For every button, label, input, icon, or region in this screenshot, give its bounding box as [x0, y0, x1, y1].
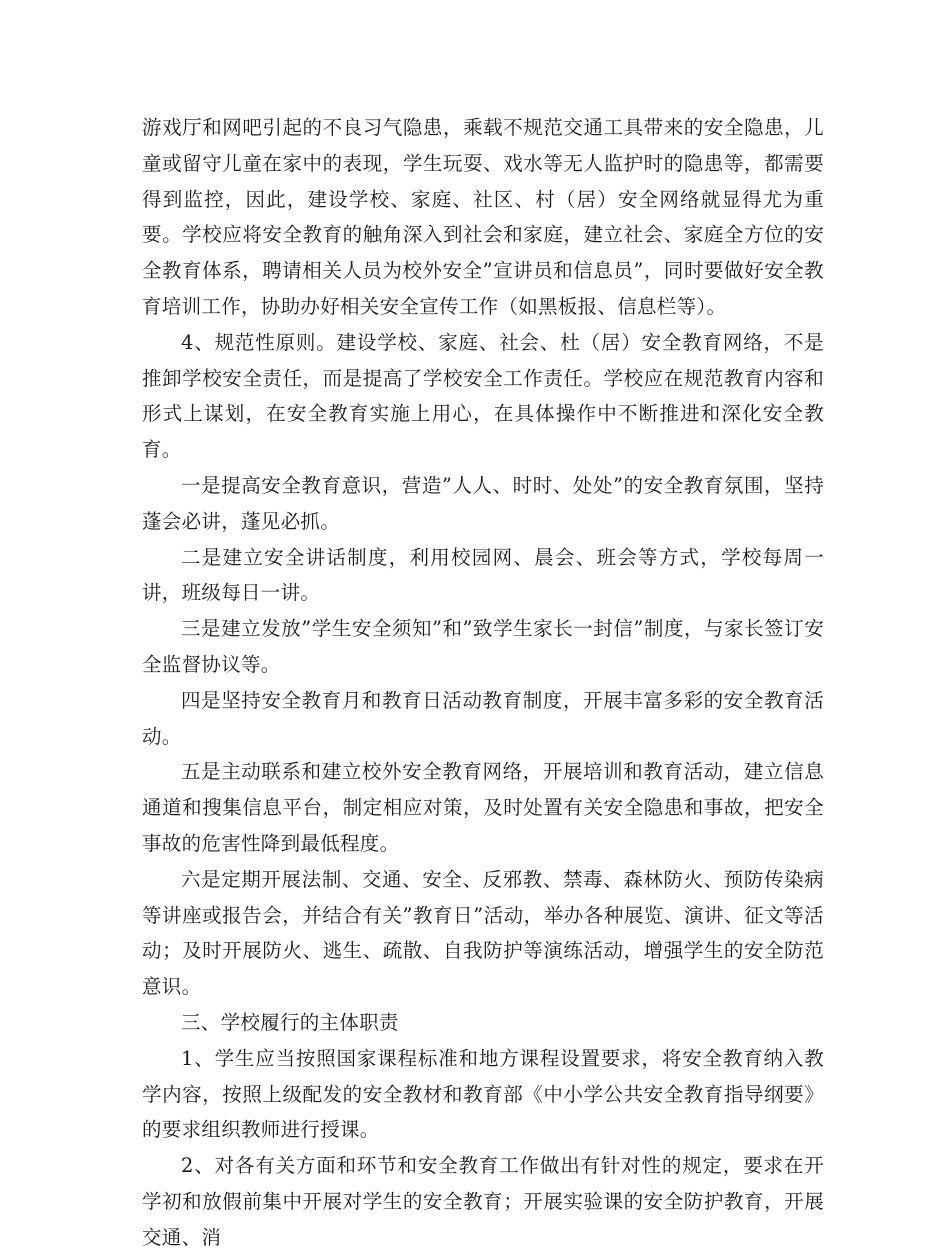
- paragraph-4: 二是建立安全讲话制度，利用校园网、晨会、班会等方式，学校每周一讲，班级每日一讲。: [142, 545, 824, 605]
- paragraph-8: 六是定期开展法制、交通、安全、反邪教、禁毒、森林防火、预防传染病等讲座或报告会，并结合有关”教育日”活动，举办各种展览、演讲、征文等活动；及时开展防火、逃生、疏散、自我防护等演练活动，增强学生的安全防范意识。: [142, 867, 824, 999]
- paragraph-5: 三是建立发放”学生安全须知”和”致学生家长一封信”制度，与家长签订安全监督协议等。: [142, 617, 824, 676]
- paragraph-1: 游戏厅和网吧引起的不良习气隐患，乘载不规范交通工具带来的安全隐患，儿童或留守儿童在家中的表现，学生玩耍、戏水等无人监护时的隐患等，都需要得到监控，因此，建设学校、家庭、社区、村（居）安全网络就显得尤为重要。学校应将安全教育的触角深入到社会和家庭，建立社会、家庭全方位的安全教育体系，聘请相关人员为校外安全”宣讲员和信息员”，同时要做好安全教育培训工作，协助办好相关安全宣传工作（如黑板报、信息栏等）。: [142, 116, 824, 318]
- paragraph-10: 1、学生应当按照国家课程标准和地方课程设置要求，将安全教育纳入教学内容，按照上级配发的安全教材和教育部《中小学公共安全教育指导纲要》的要求组织教师进行授课。: [142, 1046, 824, 1142]
- document-page: [142, 110, 824, 1256]
- paragraph-7: 五是主动联系和建立校外安全教育网络，开展培训和教育活动，建立信息通道和搜集信息平台，制定相应对策，及时处置有关安全隐患和事故，把安全事故的危害性降到最低程度。: [142, 760, 824, 855]
- paragraph-11: 2、对各有关方面和环节和安全教育工作做出有针对性的规定，要求在开学初和放假前集中开展对学生的安全教育；开展实验课的安全防护教育，开展交通、消: [142, 1154, 824, 1249]
- paragraph-6: 四是坚持安全教育月和教育日活动教育制度，开展丰富多彩的安全教育活动。: [142, 688, 824, 748]
- paragraph-3: 一是提高安全教育意识，营造”人人、时时、处处”的安全教育氛围，坚持蓬会必讲，蓬见必抓。: [142, 473, 824, 533]
- section-heading: 三、学校履行的主体职责: [181, 1010, 399, 1034]
- paragraph-2: 4、规范性原则。建设学校、家庭、社会、杜（居）安全教育网络，不是推卸学校安全责任，而是提高了学校安全工作责任。学校应在规范教育内容和形式上谋划，在安全教育实施上用心，在具体操作中不断推进和深化安全教育。: [142, 330, 824, 462]
